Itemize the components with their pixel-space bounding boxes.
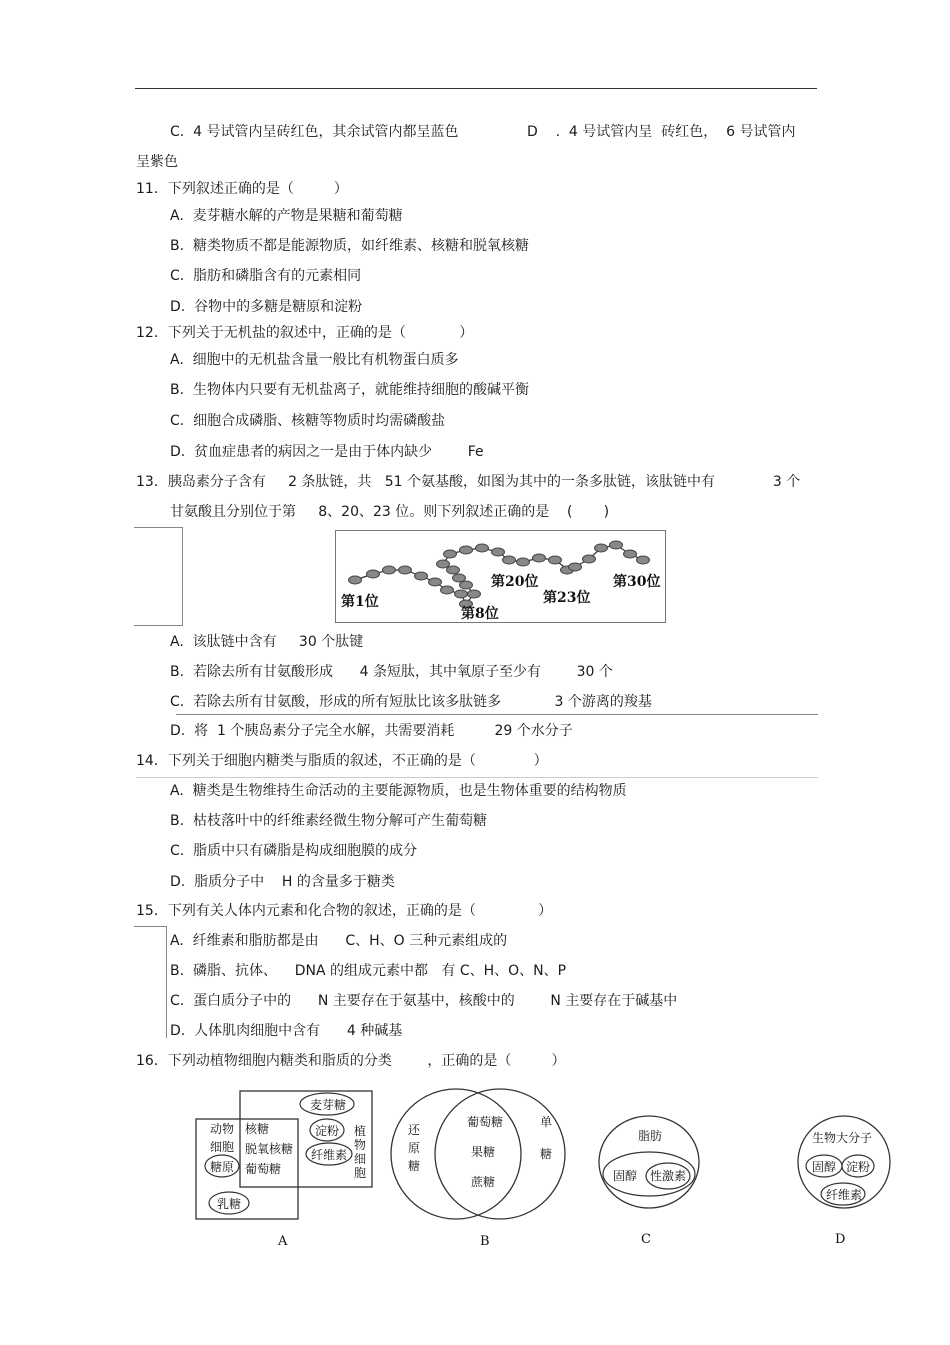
label-mono-1: 单 xyxy=(540,1115,553,1129)
q14-option-c: C. 脂质中只有磷脂是构成细胞膜的成分 xyxy=(170,843,418,859)
label-reducing-1: 还 xyxy=(408,1123,421,1137)
label-sex-hormone: 性激素 xyxy=(650,1169,687,1183)
caption-b: B xyxy=(480,1234,490,1249)
q11-stem: 11．下列叙述正确的是（ ） xyxy=(136,181,348,197)
q10-option-d: D . 4 号试管内呈 砖红色， 6 号试管内 xyxy=(527,124,796,140)
q15-option-d: D. 人体肌肉细胞中含有 4 种碱基 xyxy=(170,1023,403,1039)
top-rule xyxy=(135,88,817,89)
diagram-a xyxy=(190,1085,380,1255)
label-starch: 淀粉 xyxy=(315,1124,340,1138)
label-pos-23: 第23位 xyxy=(543,590,591,606)
label-animal-1: 动物 xyxy=(210,1122,235,1136)
q13-stem-line2: 甘氨酸且分别位于第 8、20、23 位。则下列叙述正确的是 ( ) xyxy=(170,504,610,520)
diagram-b xyxy=(388,1082,578,1254)
label-sterol: 固醇 xyxy=(613,1169,638,1183)
q15-option-b: B. 磷脂、抗体、 DNA 的组成元素中都 有 C、H、O、N、P xyxy=(170,963,567,979)
q13-option-c: C. 若除去所有甘氨酸，形成的所有短肽比该多肽链多 3 个游离的羧基 xyxy=(170,694,652,710)
q11-option-c: C. 脂肪和磷脂含有的元素相同 xyxy=(170,268,362,284)
q14-option-d: D. 脂质分子中 H 的含量多于糖类 xyxy=(170,874,395,890)
q14-option-a: A. 糖类是生物维持生命活动的主要能源物质，也是生物体重要的结构物质 xyxy=(170,783,627,799)
scan-line xyxy=(134,926,166,927)
q16-stem: 16．下列动植物细胞内糖类和脂质的分类 ，正确的是（ ） xyxy=(136,1053,566,1069)
label-plant-4: 胞 xyxy=(354,1166,367,1180)
label-pos-30: 第30位 xyxy=(613,574,661,590)
q12-option-a: A. 细胞中的无机盐含量一般比有机物蛋白质多 xyxy=(170,352,459,368)
label-pos-1: 第1位 xyxy=(341,594,379,610)
label-macromolecule: 生物大分子 xyxy=(812,1131,873,1145)
label-pos-20: 第20位 xyxy=(491,574,539,590)
q10-option-d-cont: 呈紫色 xyxy=(136,154,178,170)
q11-option-a: A. 麦芽糖水解的产物是果糖和葡萄糖 xyxy=(170,208,403,224)
caption-a: A xyxy=(278,1234,288,1249)
q13-option-d: D. 将 1 个胰岛素分子完全水解，共需要消耗 29 个水分子 xyxy=(170,723,573,739)
q13-option-b: B. 若除去所有甘氨酸形成 4 条短肽，其中氧原子至少有 30 个 xyxy=(170,664,613,680)
label-ribose: 核糖 xyxy=(245,1122,270,1136)
label-reducing-2: 原 xyxy=(408,1141,421,1155)
scan-bracket xyxy=(134,527,183,626)
label-cellulose: 纤维素 xyxy=(311,1148,348,1162)
label-reducing-3: 糖 xyxy=(408,1159,421,1173)
q13-option-a: A. 该肽链中含有 30 个肽键 xyxy=(170,634,364,650)
label-lactose: 乳糖 xyxy=(217,1197,242,1211)
scan-line xyxy=(176,714,818,715)
q13-stem-line1: 13．胰岛素分子含有 2 条肽链，共 51 个氨基酸，如图为其中的一条多肽链，该肽链中有 3 个 xyxy=(136,474,801,490)
label-starch: 淀粉 xyxy=(846,1160,871,1174)
label-plant-2: 物 xyxy=(354,1138,367,1152)
label-deoxyribose: 脱氧核糖 xyxy=(245,1142,294,1156)
peptide-chain-figure xyxy=(335,530,667,624)
q15-stem: 15．下列有关人体内元素和化合物的叙述，正确的是（ ） xyxy=(136,903,553,919)
label-glucose: 葡萄糖 xyxy=(467,1115,504,1129)
q15-option-a: A. 纤维素和脂肪都是由 C、H、O 三种元素组成的 xyxy=(170,933,508,949)
q12-option-b: B. 生物体内只要有无机盐离子，就能维持细胞的酸碱平衡 xyxy=(170,382,529,398)
diagram-c xyxy=(596,1110,708,1250)
label-glycogen: 糖原 xyxy=(210,1160,235,1174)
label-maltose: 麦芽糖 xyxy=(310,1098,347,1112)
caption-d: D xyxy=(835,1232,846,1247)
caption-c: C xyxy=(641,1232,651,1247)
q14-stem: 14．下列关于细胞内糖类与脂质的叙述，不正确的是（ ） xyxy=(136,753,548,769)
label-fructose: 果糖 xyxy=(471,1145,496,1159)
label-glucose: 葡萄糖 xyxy=(245,1162,282,1176)
label-sucrose: 蔗糖 xyxy=(471,1175,496,1189)
q12-option-d: D. 贫血症患者的病因之一是由于体内缺少 Fe xyxy=(170,444,484,460)
label-cellulose: 纤维素 xyxy=(826,1188,863,1202)
scan-line xyxy=(166,926,167,1038)
label-animal-2: 细胞 xyxy=(210,1140,235,1154)
q11-option-d: D. 谷物中的多糖是糖原和淀粉 xyxy=(170,299,363,315)
q11-option-b: B. 糖类物质不都是能源物质，如纤维素、核糖和脱氧核糖 xyxy=(170,238,529,254)
q14-option-b: B. 枯枝落叶中的纤维素经微生物分解可产生葡萄糖 xyxy=(170,813,487,829)
q12-option-c: C. 细胞合成磷脂、核糖等物质时均需磷酸盐 xyxy=(170,413,446,429)
diagram-d xyxy=(796,1110,900,1250)
label-plant-3: 细 xyxy=(354,1152,367,1166)
q12-stem: 12．下列关于无机盐的叙述中，正确的是（ ） xyxy=(136,325,474,341)
q10-option-c: C. 4 号试管内呈砖红色，其余试管内都呈蓝色 xyxy=(170,124,459,140)
label-fat: 脂肪 xyxy=(638,1129,663,1143)
scan-line xyxy=(136,777,818,778)
label-sterol: 固醇 xyxy=(812,1160,837,1174)
q15-option-c: C. 蛋白质分子中的 N 主要存在于氨基中，核酸中的 N 主要存在于碱基中 xyxy=(170,993,678,1009)
label-plant-1: 植 xyxy=(354,1124,367,1138)
label-pos-8: 第8位 xyxy=(461,606,499,622)
label-mono-2: 糖 xyxy=(540,1147,553,1161)
